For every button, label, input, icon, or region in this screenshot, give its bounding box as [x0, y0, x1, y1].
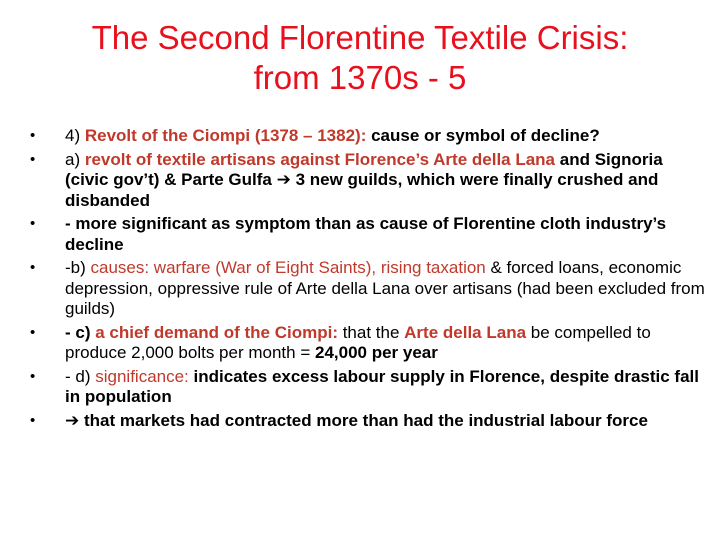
bullet-text-segment: 4): [65, 126, 85, 145]
bullet-text-segment: and Signoria (civic gov’t) & Parte Gulfa: [65, 149, 663, 189]
bullet-item: [30, 411, 710, 432]
bullet-text-segment: & forced loans, economic depression, oppressive rule of Arte della Lana over artisans (had been excluded from guilds): [65, 258, 705, 318]
bullet-item: [30, 323, 710, 364]
bullet-text-segment: be compelled to produce 2,000 bolts per month =: [65, 322, 651, 362]
bullet-item: [30, 150, 710, 212]
bullet-item: [30, 214, 710, 255]
bullet-text-segment: revolt of textile artisans against Florence’s Arte della Lana: [84, 149, 556, 169]
bullet-item: [30, 258, 710, 320]
title-line-2: from 1370s - 5: [253, 59, 467, 97]
bullet-text-segment: indicates excess labour supply in Florence, despite drastic fall in population: [65, 366, 699, 406]
bullet-text-segment: that markets had contracted more than had the industrial labour force: [79, 410, 648, 430]
bullet-text-segment: - d): [65, 366, 96, 386]
bullet-text-segment: - more significant as symptom than as cause of Florentine cloth industry’s decline: [65, 214, 667, 254]
bullet-text-segment: significance:: [95, 366, 189, 386]
bullet-item: [30, 126, 710, 147]
bullet-text-segment: 3 new guilds, which were finally crushed and disbanded: [65, 170, 659, 210]
bullet-text-segment: Revolt of the Ciompi (1378 – 1382):: [84, 126, 372, 145]
bullet-dot-icon: •: [30, 127, 36, 144]
bullet-text-segment: a chief demand of the Ciompi:: [95, 322, 338, 342]
bullet-text-segment: cause or symbol of decline?: [371, 126, 600, 145]
bullet-dot-icon: •: [30, 150, 36, 168]
bullet-text-segment: - c): [65, 322, 96, 342]
arrow-right-icon: ➔: [276, 170, 291, 189]
bullet-item: [30, 367, 710, 408]
bullet-text-segment: a): [65, 149, 85, 169]
bullet-dot-icon: •: [30, 323, 36, 341]
bullet-dot-icon: •: [30, 411, 36, 429]
bullet-text-segment: -b): [65, 258, 91, 277]
bullet-text-segment: Arte della Lana: [404, 322, 527, 342]
slide-title: [40, 18, 680, 99]
bullet-dot-icon: •: [30, 259, 36, 276]
bullet-list: [30, 126, 710, 434]
title-line-1: The Second Florentine Textile Crisis:: [91, 19, 629, 56]
bullet-dot-icon: •: [30, 215, 36, 232]
arrow-right-icon: ➔: [65, 410, 80, 430]
bullet-text-segment: that the: [337, 322, 405, 342]
bullet-text-segment: causes: warfare (War of Eight Saints), rising taxation: [90, 258, 486, 277]
bullet-text-segment: 24,000 per year: [314, 343, 438, 362]
bullet-dot-icon: •: [30, 367, 36, 385]
